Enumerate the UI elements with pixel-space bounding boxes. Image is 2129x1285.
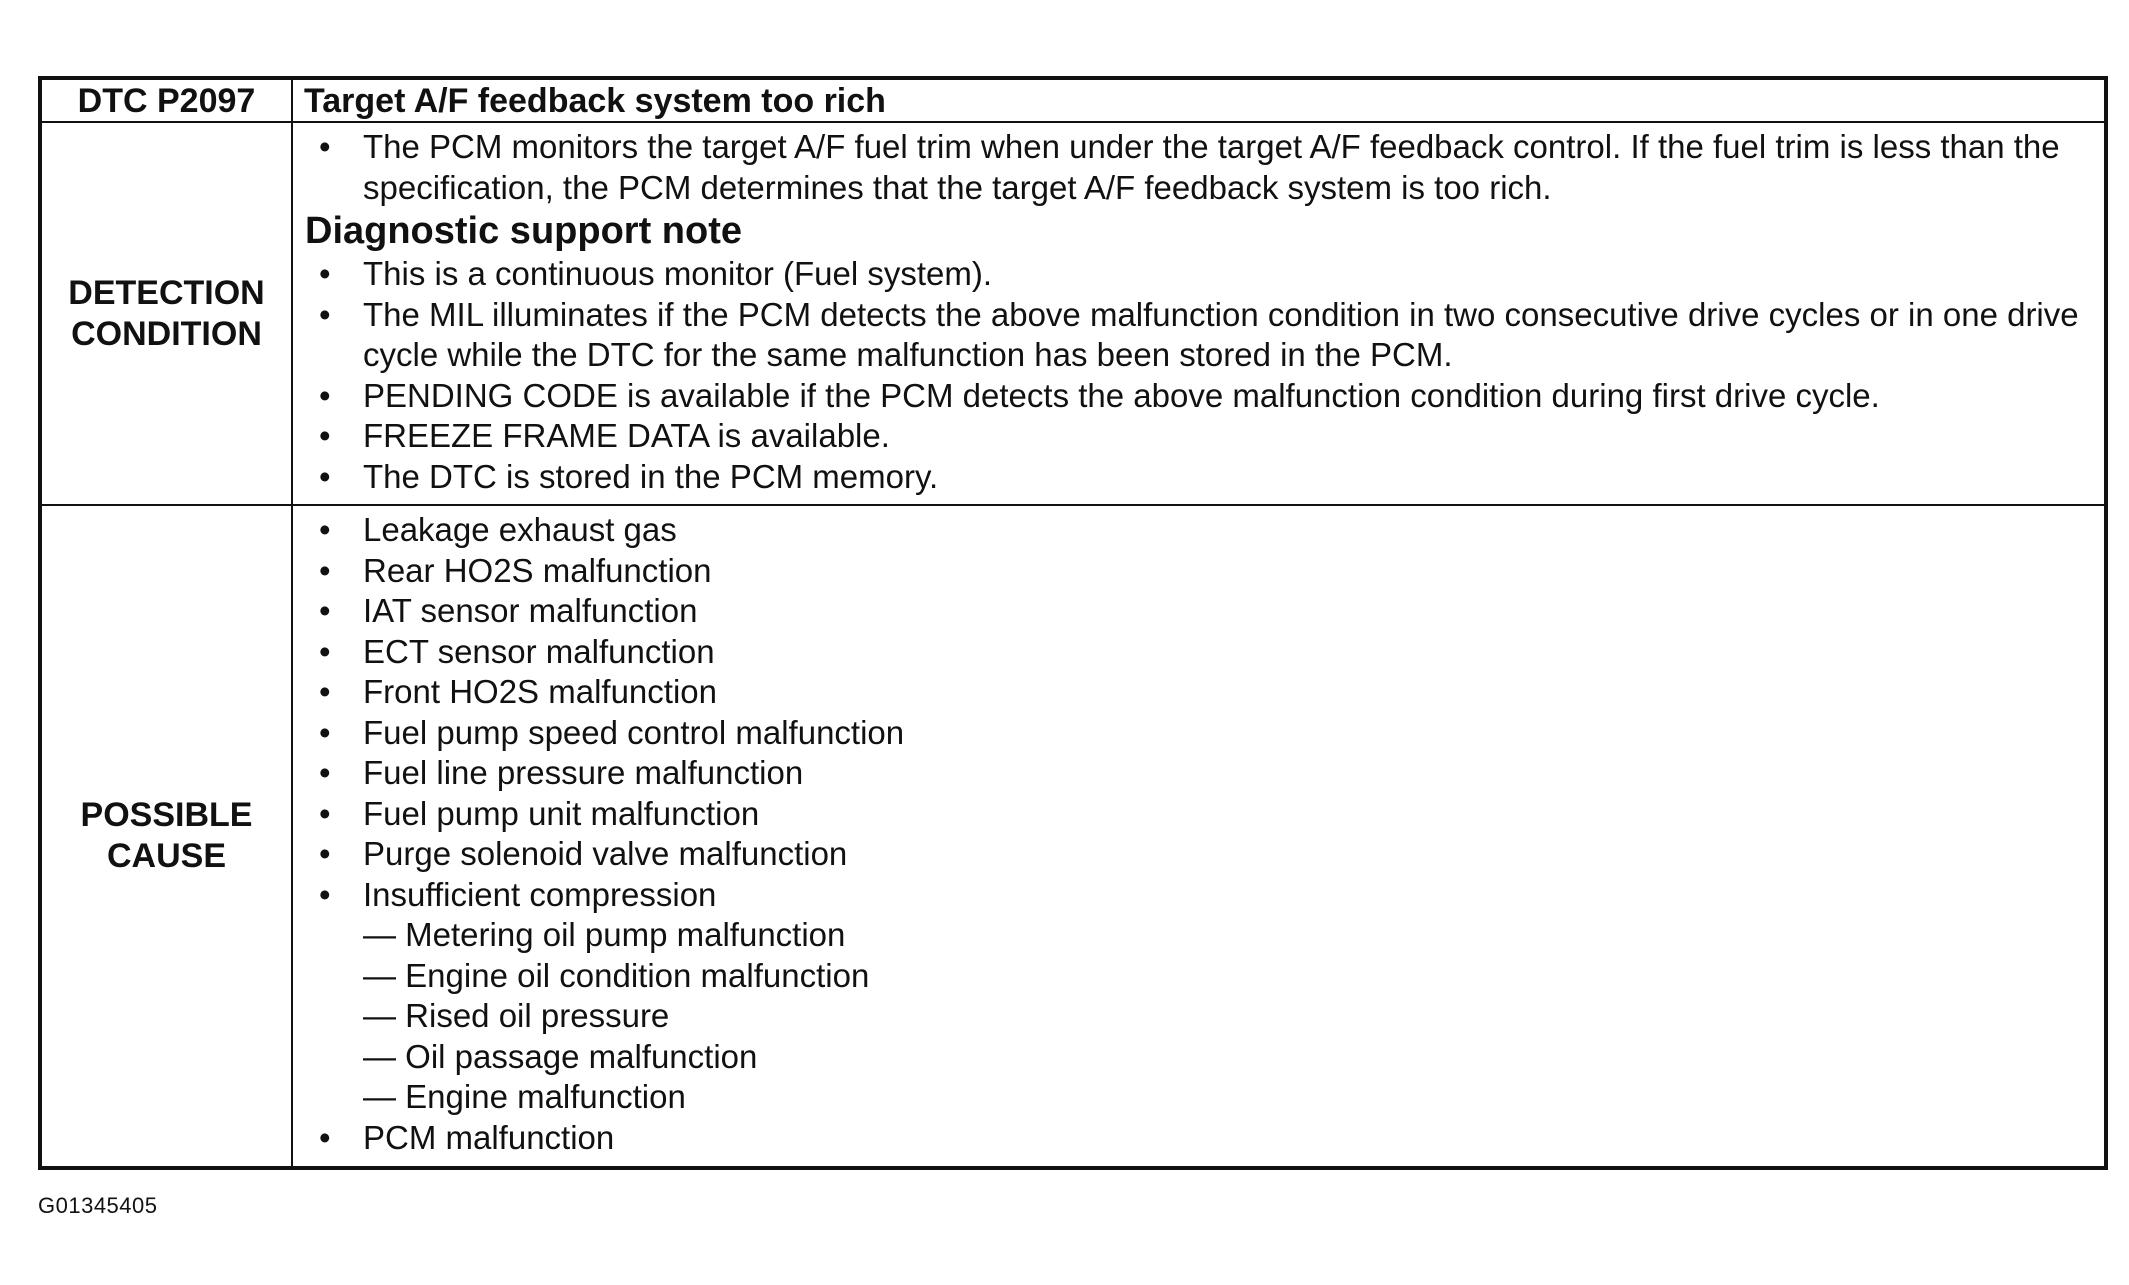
table-header-row	[40, 78, 2106, 122]
list-item: • Fuel line pressure malfunction	[305, 753, 2092, 794]
detection-label-line1: DETECTION	[68, 273, 265, 312]
bullet-icon: •	[319, 1118, 331, 1156]
list-item: • Rear HO2S malfunction	[305, 551, 2092, 592]
possible-cause-list	[305, 510, 2092, 1158]
list-item: • ECT sensor malfunction	[305, 632, 2092, 673]
list-item: • Fuel pump unit malfunction	[305, 794, 2092, 835]
possible-cause-label	[40, 505, 292, 1168]
list-item: • Insufficient compression — Metering oil pump malfunction — Engine oil condition malfunction — Rised oil pressure — Oil passage malfunction — Engine malfunction	[305, 875, 2092, 1118]
possible-cause-content	[292, 505, 2106, 1168]
list-item: • Leakage exhaust gas	[305, 510, 2092, 551]
list-item: • Fuel pump speed control malfunction	[305, 713, 2092, 754]
bullet-icon: •	[319, 592, 331, 629]
bullet-icon: •	[319, 457, 331, 495]
bullet-icon: •	[319, 673, 331, 710]
bullet-icon: •	[319, 794, 331, 832]
bullet-icon: •	[319, 551, 331, 589]
possible-cause-label-line2: CAUSE	[106, 837, 227, 875]
list-item: • The MIL illuminates if the PCM detects the above malfunction condition in two consecutive drive cycles or in one drive cycle while the DTC for the same malfunction has been stored in the PCM.	[319, 295, 2079, 373]
detection-label	[40, 122, 292, 505]
detection-label-line2: CONDITION	[71, 314, 262, 353]
list-item: • PCM malfunction	[305, 1118, 2092, 1159]
sub-list-item: — Oil passage malfunction	[363, 1037, 758, 1075]
bullet-icon: •	[319, 875, 331, 913]
bullet-icon: •	[319, 417, 331, 454]
detection-content	[292, 122, 2106, 505]
list-item: • Front HO2S malfunction	[305, 672, 2092, 713]
sub-list-item: — Metering oil pump malfunction	[363, 916, 846, 953]
detection-row	[40, 122, 2106, 505]
list-item: • The PCM monitors the target A/F fuel trim when under the target A/F feedback control. If the fuel trim is less than the specification, the PCM determines that the target A/F feedback system is too rich.	[319, 128, 2060, 206]
compression-sub-list	[363, 915, 2092, 1118]
bullet-icon: •	[319, 128, 331, 165]
list-item: • FREEZE FRAME DATA is available.	[305, 416, 2092, 457]
bullet-icon: •	[319, 835, 331, 872]
bullet-icon: •	[319, 511, 331, 548]
bullet-icon: •	[319, 632, 331, 670]
sub-list-item: — Engine malfunction	[363, 1078, 686, 1115]
figure-code: G01345405	[38, 1193, 158, 1218]
bullet-icon: •	[319, 754, 331, 791]
dtc-table	[38, 76, 2108, 1170]
list-item: • The DTC is stored in the PCM memory.	[305, 457, 2092, 498]
bullet-icon: •	[319, 713, 331, 751]
sub-list-item: — Rised oil pressure	[363, 997, 670, 1034]
dtc-title: Target A/F feedback system too rich	[292, 78, 2106, 122]
bullet-icon: •	[319, 295, 331, 333]
list-item: • PENDING CODE is available if the PCM detects the above malfunction condition during first drive cycle.	[305, 376, 2092, 417]
list-item: • This is a continuous monitor (Fuel system).	[305, 254, 2092, 295]
sub-list-item: — Engine oil condition malfunction	[363, 956, 870, 994]
list-item: • Purge solenoid valve malfunction	[305, 834, 2092, 875]
diagnostic-notes-list	[305, 254, 2092, 497]
possible-cause-row	[40, 505, 2106, 1168]
bullet-icon: •	[319, 376, 331, 414]
detection-intro-list	[305, 127, 2092, 208]
list-item: • IAT sensor malfunction	[305, 591, 2092, 632]
possible-cause-label-line1: POSSIBLE	[80, 796, 253, 834]
diagnostic-note-heading: Diagnostic support note	[305, 210, 742, 252]
dtc-code: DTC P2097	[40, 78, 292, 122]
bullet-icon: •	[319, 255, 331, 292]
